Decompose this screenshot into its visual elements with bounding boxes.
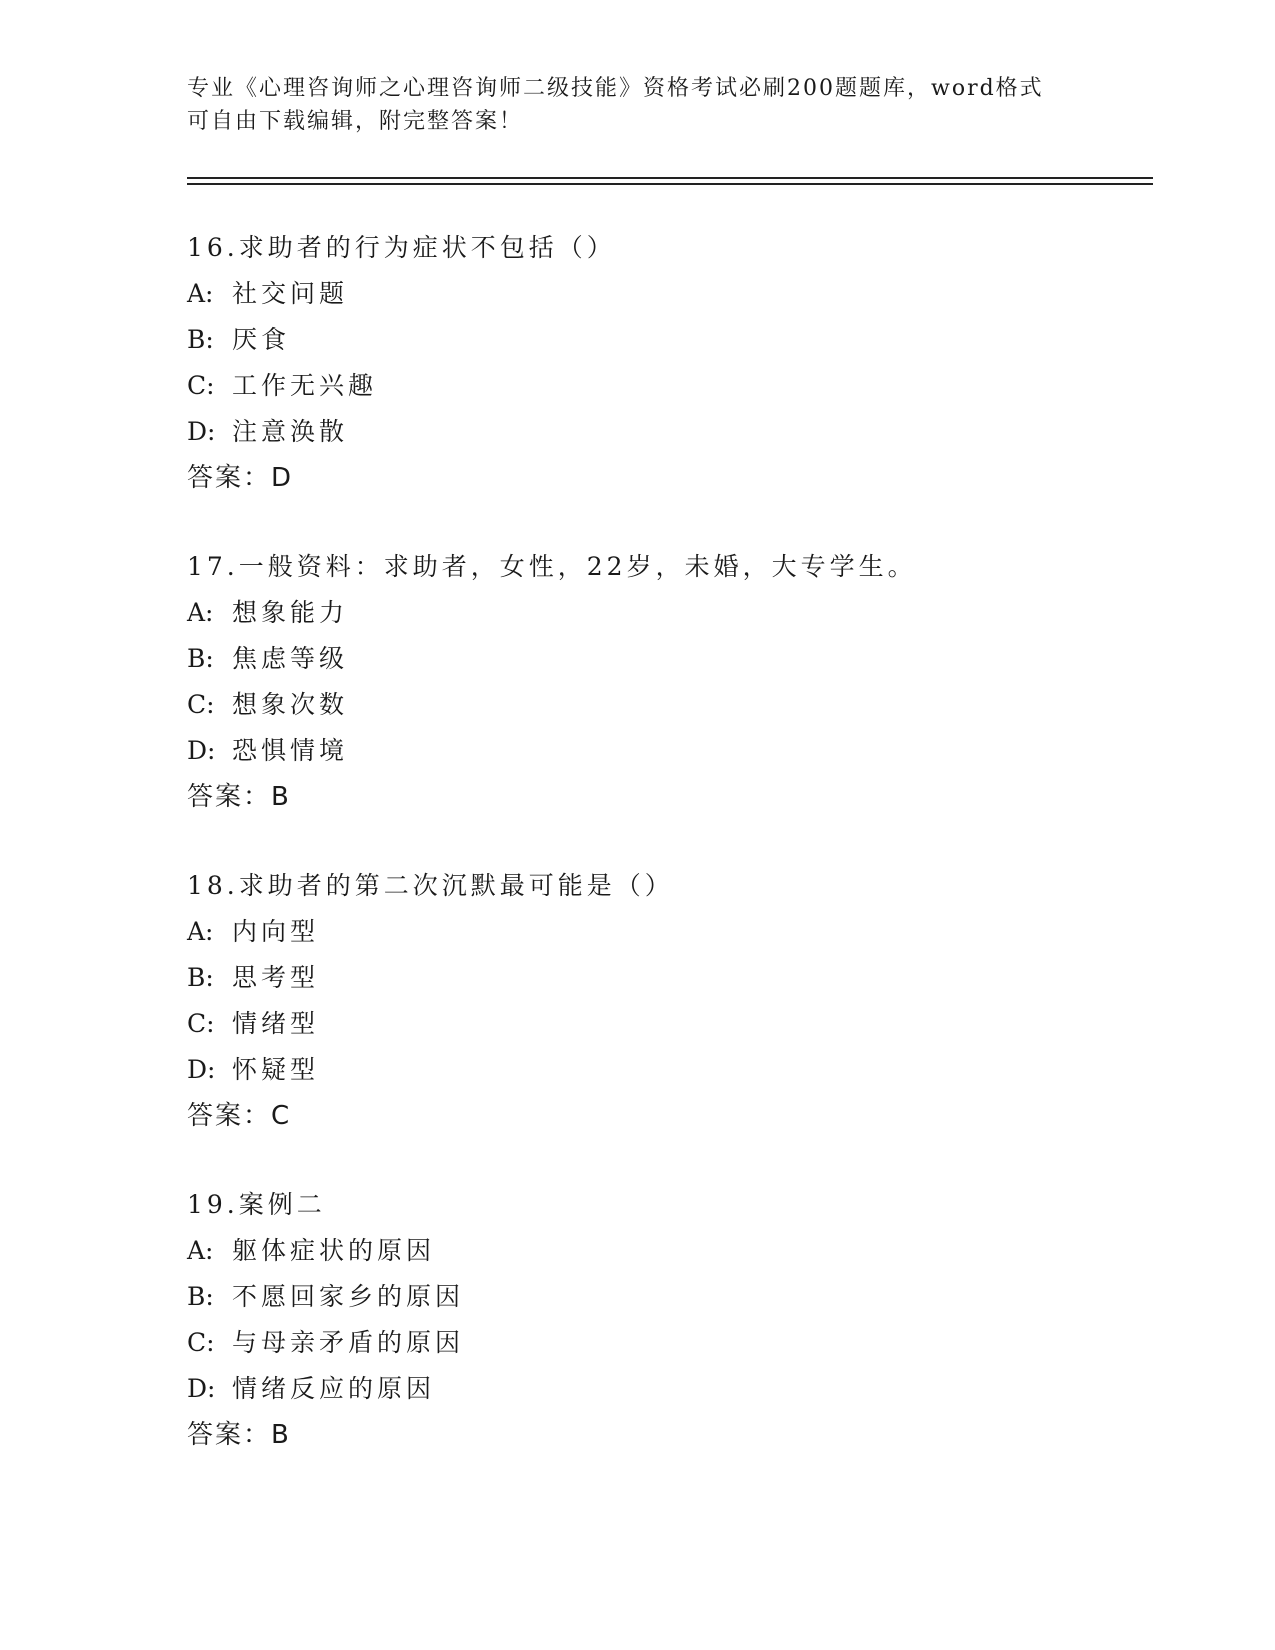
option-text: 内向型 <box>232 917 320 946</box>
option-text: 情绪反应的原因 <box>232 1374 436 1403</box>
answer-line: 答案：B <box>187 782 291 812</box>
question-stem: 18.求助者的第二次沉默最可能是（） <box>187 871 674 900</box>
option-letter: B: <box>187 644 214 673</box>
header-line-2: 可自由下载编辑，附完整答案！ <box>187 109 524 134</box>
option-text: 焦虑等级 <box>232 644 349 673</box>
header-line-1: 专业《心理咨询师之心理咨询师二级技能》资格考试必刷200题题库，word格式 <box>187 76 1044 101</box>
option-text: 厌食 <box>232 325 291 354</box>
option-b <box>187 1282 1147 1328</box>
option-a <box>187 279 1147 325</box>
option-d <box>187 1055 1147 1101</box>
option-a <box>187 917 1147 963</box>
option-letter: C: <box>187 1009 215 1038</box>
option-text: 与母亲矛盾的原因 <box>232 1328 465 1357</box>
option-c <box>187 1009 1147 1055</box>
option-letter: A: <box>187 917 214 946</box>
option-letter: B: <box>187 1282 214 1311</box>
question-block <box>187 871 1147 1147</box>
header-divider-top <box>187 177 1153 179</box>
option-letter: A: <box>187 598 214 627</box>
option-d <box>187 417 1147 463</box>
question-stem: 19.案例二 <box>187 1190 326 1219</box>
header-divider-bottom <box>187 183 1153 185</box>
option-b <box>187 963 1147 1009</box>
option-b <box>187 644 1147 690</box>
question-stem: 17.一般资料：求助者，女性，22岁，未婚，大专学生。 <box>187 552 917 581</box>
option-text: 恐惧情境 <box>232 736 349 765</box>
option-text: 不愿回家乡的原因 <box>232 1282 465 1311</box>
option-letter: C: <box>187 1328 215 1357</box>
option-text: 注意涣散 <box>232 417 349 446</box>
option-a <box>187 1236 1147 1282</box>
answer-line: 答案：D <box>187 463 294 493</box>
option-c <box>187 690 1147 736</box>
option-text: 情绪型 <box>232 1009 320 1038</box>
answer-line: 答案：B <box>187 1420 291 1450</box>
option-text: 想象能力 <box>232 598 349 627</box>
option-text: 社交问题 <box>232 279 349 308</box>
option-letter: B: <box>187 963 214 992</box>
option-letter: D: <box>187 1374 216 1403</box>
document-header <box>187 72 1087 138</box>
option-b <box>187 325 1147 371</box>
option-d <box>187 736 1147 782</box>
option-text: 思考型 <box>232 963 320 992</box>
option-a <box>187 598 1147 644</box>
option-letter: D: <box>187 417 216 446</box>
option-letter: D: <box>187 736 216 765</box>
option-letter: C: <box>187 690 215 719</box>
option-text: 想象次数 <box>232 690 349 719</box>
option-letter: C: <box>187 371 215 400</box>
option-text: 躯体症状的原因 <box>232 1236 436 1265</box>
option-d <box>187 1374 1147 1420</box>
option-letter: A: <box>187 279 214 308</box>
question-block <box>187 552 1147 828</box>
option-text: 工作无兴趣 <box>232 371 378 400</box>
option-letter: A: <box>187 1236 214 1265</box>
option-letter: D: <box>187 1055 216 1084</box>
question-block <box>187 1190 1147 1466</box>
option-c <box>187 371 1147 417</box>
option-c <box>187 1328 1147 1374</box>
question-block <box>187 233 1147 509</box>
answer-line: 答案：C <box>187 1101 292 1131</box>
option-text: 怀疑型 <box>232 1055 320 1084</box>
option-letter: B: <box>187 325 214 354</box>
question-stem: 16.求助者的行为症状不包括（） <box>187 233 616 262</box>
